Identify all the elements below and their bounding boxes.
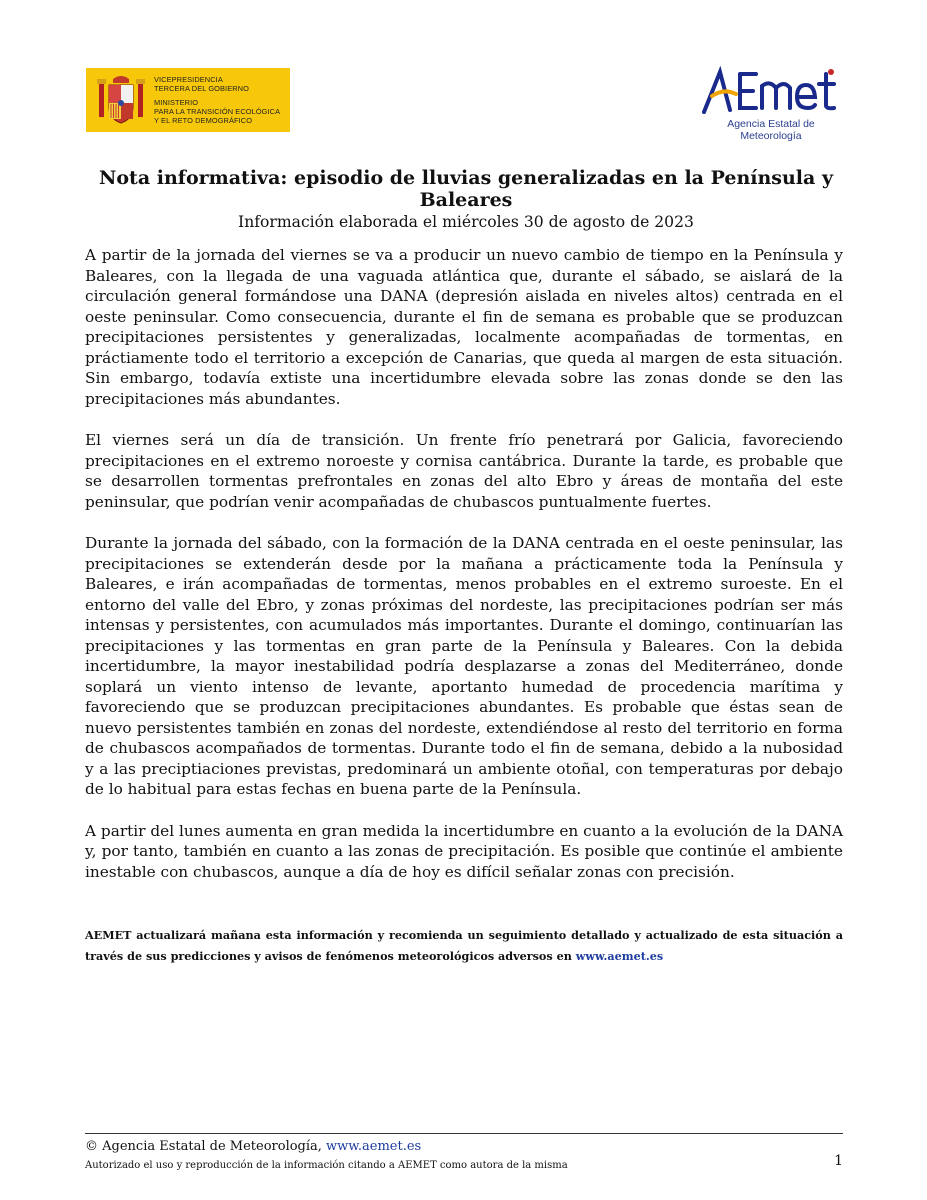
aemet-logo [700,66,842,142]
paragraph: A partir del lunes aumenta en gran medida la incertidumbre en cuanto a la evolución de la DANA y, por tanto, también en cuanto a las zonas de precipitación. Es posible que continúe el ambiente inestable con chubascos, aunque a día de hoy es difícil señalar zonas con precisión. [85,821,843,881]
footer-website-link[interactable]: www.aemet.es [326,1139,422,1154]
gov-logo-line3: MINISTERIO [154,98,199,107]
aemet-logo-subtitle: Agencia Estatal de Meteorología [727,118,815,142]
gov-logo-line1: VICEPRESIDENCIA [154,75,223,84]
update-notice [85,925,843,967]
aemet-website-link[interactable]: www.aemet.es [575,949,664,963]
update-notice-text: AEMET actualizará mañana esta información y recomienda un seguimiento detallado y actualizado de esta situación a través de sus predicciones y avisos de fenómenos meteorológicos adversos en [85,928,843,963]
government-logo [86,68,290,132]
footer-divider [85,1133,843,1134]
paragraph: A partir de la jornada del viernes se va a producir un nuevo cambio de tiempo en la Península y Baleares, con la llegada de una vaguada atlántica que, durante el sábado, se aislará de la circulación general formándose una DANA (depresión aislada en niveles altos) centrada en el oeste peninsular. Como consecuencia, durante el fin de semana es probable que se produzcan precipitaciones persistentes y generalizadas, localmente acompañadas de tormentas, en práctiamente todo el territorio a excepción de Canarias, que queda al margen de esta situación. Sin embargo, todavía extiste una incertidumbre elevada sobre las zonas donde se den las precipitaciones más abundantes. [85,246,843,408]
page-title: Nota informativa: episodio de lluvias generalizadas en la Península y Baleares [99,167,833,211]
paragraph: El viernes será un día de transición. Un frente frío penetrará por Galicia, favoreciendo precipitaciones en el extremo noroeste y cornisa cantábrica. Durante la tarde, es probable que se desarrollen tormentas prefrontales en zonas del alto Ebro y áreas de montaña del este peninsular, que podrían venir acompañadas de chubascos puntualmente fuertes. [85,431,843,511]
page-number: 1 [834,1153,843,1169]
paragraph: Durante la jornada del sábado, con la formación de la DANA centrada en el oeste peninsular, las precipitaciones se extenderán desde por la mañana a prácticamente toda la Península y Baleares, e irán acompañadas de tormentas, menos probables en el extremo suroeste. En el entorno del valle del Ebro, y zonas próximas del nordeste, las precipitaciones podrían ser más intensas y persistentes, con acumulados más importantes. Durante el domingo, continuarían las precipitaciones y las tormentas en gran parte de la Península y Baleares. Con la debida incertidumbre, la mayor inestabilidad podría desplazarse a zonas del Mediterráneo, donde soplará un viento intenso de levante, aportanto humedad de procedencia marítima y favoreciendo que se produzcan precipitaciones abundantes. Es probable que éstas sean de nuevo persistentes también en zonas del nordeste, extendiéndose al resto del territorio en forma de chubascos acompañados de tormentas. Durante todo el fin de semana, debido a la nubosidad y a las preciptiaciones previstas, predominará un ambiente otoñal, con temperaturas por debajo de lo habitual para estas fechas en buena parte de la Península. [85,534,843,798]
copyright-text: © Agencia Estatal de Meteorología, [85,1139,327,1154]
footer-copyright [85,1139,421,1154]
gov-logo-line4: PARA LA TRANSICIÓN ECOLÓGICA [154,107,281,116]
aemet-logo-mark-icon [700,66,842,114]
gov-logo-line2: TERCERA DEL GOBIERNO [154,84,249,93]
government-logo-text [154,75,280,125]
footer-license: Autorizado el uso y reproducción de la información citando a AEMET como autora de la misma [85,1160,568,1171]
page-subtitle: Información elaborada el miércoles 30 de agosto de 2023 [238,213,694,231]
coat-of-arms-icon [96,73,146,127]
document-body [85,245,843,903]
gov-logo-line5: Y EL RETO DEMOGRÁFICO [154,116,253,125]
